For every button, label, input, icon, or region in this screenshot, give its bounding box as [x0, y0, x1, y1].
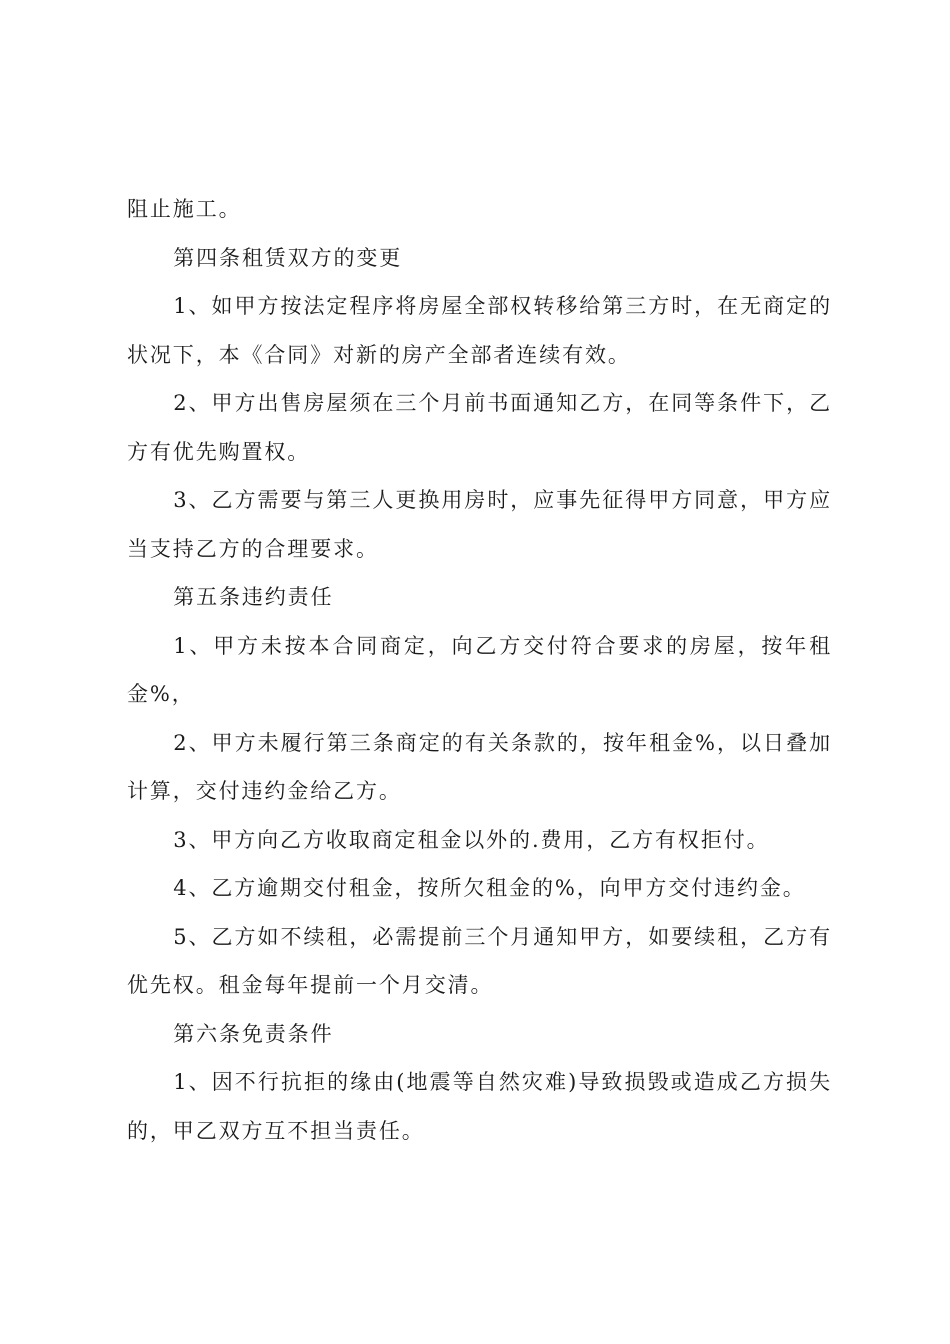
paragraph-continuation: 阻止施工。 — [127, 197, 242, 221]
article-5-clause-3: 3、甲方向乙方收取商定租金以外的.费用，乙方有权拒付。 — [173, 827, 770, 852]
article-4-heading: 第四条租赁双方的变更 — [173, 245, 403, 270]
article-5-heading: 第五条违约责任 — [173, 585, 334, 609]
article-6-clause-1: 1、因不行抗拒的缘由(地震等自然灾难)导致损毁或造成乙方损失的，甲乙双方互不担当责任。 — [127, 1070, 832, 1143]
article-5-clause-5: 5、乙方如不续租，必需提前三个月通知甲方，如要续租，乙方有优先权。租金每年提前一个月交清。 — [127, 924, 832, 997]
document-body — [127, 185, 832, 1155]
article-5-clause-2: 2、甲方未履行第三条商定的有关条款的，按年租金%，以日叠加计算，交付违约金给乙方。 — [127, 730, 832, 803]
article-4-clause-2: 2、甲方出售房屋须在三个月前书面通知乙方，在同等条件下，乙方有优先购置权。 — [127, 391, 832, 464]
article-4-clause-3: 3、乙方需要与第三人更换用房时，应事先征得甲方同意，甲方应当支持乙方的合理要求。 — [127, 488, 832, 561]
article-5-clause-1: 1、甲方未按本合同商定，向乙方交付符合要求的房屋，按年租金%， — [127, 633, 832, 706]
article-5-clause-4: 4、乙方逾期交付租金，按所欠租金的%，向甲方交付违约金。 — [173, 876, 806, 900]
article-4-clause-1: 1、如甲方按法定程序将房屋全部权转移给第三方时，在无商定的状况下，本《合同》对新的房产全部者连续有效。 — [127, 294, 832, 367]
article-6-heading: 第六条免责条件 — [173, 1021, 334, 1046]
